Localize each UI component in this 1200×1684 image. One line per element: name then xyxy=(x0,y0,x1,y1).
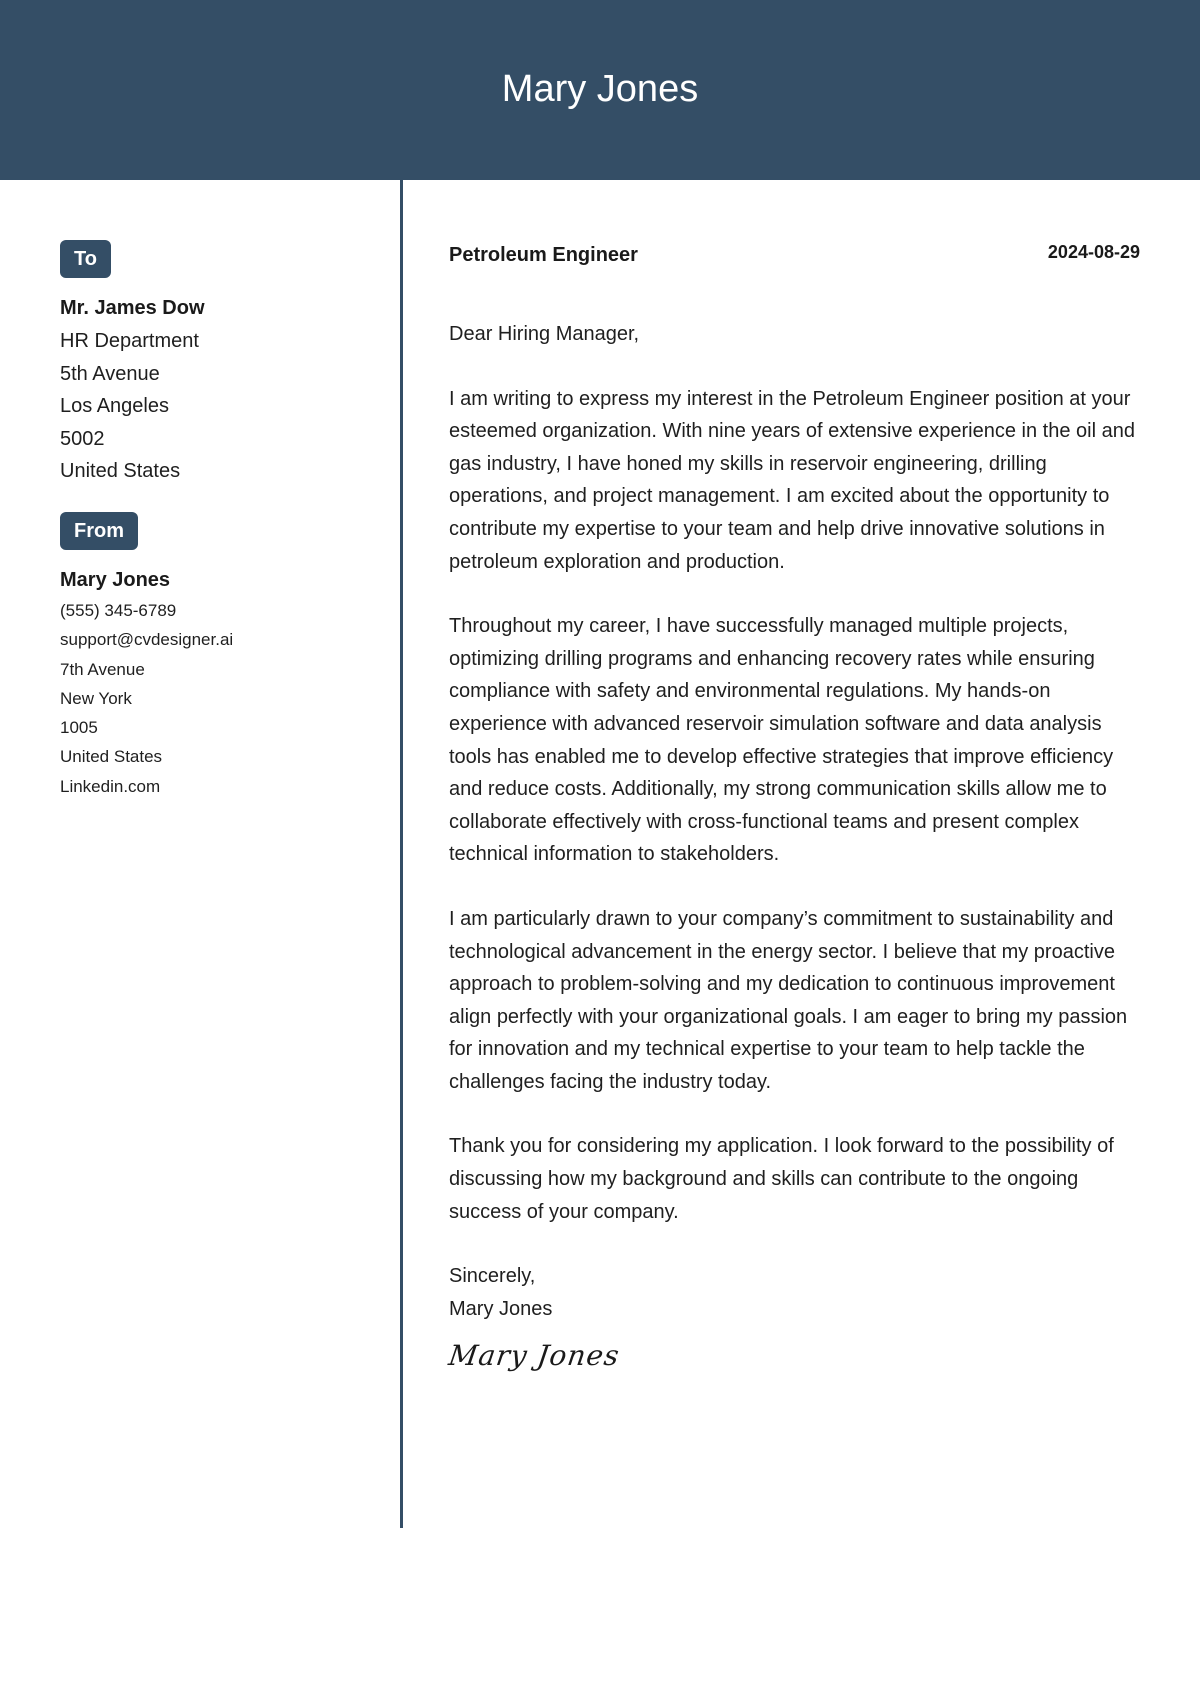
sender-street: 7th Avenue xyxy=(60,659,145,679)
recipient-block xyxy=(60,292,380,488)
letter-body xyxy=(446,240,1140,1373)
recipient-country: United States xyxy=(60,460,181,483)
sender-country: United States xyxy=(60,747,163,767)
letter-header xyxy=(449,240,1140,272)
recipient-postcode: 5002 xyxy=(60,427,105,450)
sender-linkedin: Linkedin.com xyxy=(60,776,161,796)
from-badge: From xyxy=(60,512,138,550)
paragraph-3: I am particularly drawn to your company’s commitment to sustainability and technological advancement in the energy sector. I believe that my proactive approach to problem-solving and my dedication to continuous improvement align perfectly with your organizational goals. I am eager to bring my passion for innovation and my technical expertise to your team to help tackle the challenges facing the industry today. xyxy=(449,907,1128,1093)
handwritten-signature: Mary Jones xyxy=(446,1339,622,1373)
recipient-street: 5th Avenue xyxy=(60,362,160,385)
letter-date: 2024-08-29 xyxy=(1047,242,1140,262)
paragraph-4: Thank you for considering my application. I look forward to the possibility of discussing how my background and skills can contribute to the ongoing success of your company. xyxy=(449,1135,1114,1223)
closing-block xyxy=(449,1260,1140,1325)
sender-email: support@cvdesigner.ai xyxy=(60,630,234,650)
greeting: Dear Hiring Manager, xyxy=(449,323,640,345)
sender-phone: (555) 345-6789 xyxy=(60,600,177,620)
closing-phrase: Sincerely, xyxy=(449,1265,536,1288)
column-divider xyxy=(400,180,403,1528)
recipient-city: Los Angeles xyxy=(60,395,169,418)
sender-postcode: 1005 xyxy=(60,718,98,738)
recipient-name: Mr. James Dow xyxy=(60,297,205,319)
job-title: Petroleum Engineer xyxy=(449,244,638,266)
header-banner xyxy=(0,0,1200,180)
paragraph-2: Throughout my career, I have successfully managed multiple projects, optimizing drilling programs and enhancing recovery rates while ensuring compliance with safety and environmental regulations. My hands-on experience with advanced reservoir simulation software and data analysis tools has enabled me to develop effective strategies that improve efficiency and reduce costs. Additionally, my strong communication skills allow me to collaborate effectively with cross-functional teams and present complex technical information to stakeholders. xyxy=(449,615,1114,866)
sidebar xyxy=(60,240,380,801)
sender-block xyxy=(60,564,380,801)
sender-name: Mary Jones xyxy=(60,568,171,591)
recipient-department: HR Department xyxy=(60,330,199,352)
paragraph-1: I am writing to express my interest in the Petroleum Engineer position at your esteemed organization. With nine years of extensive experience in the oil and gas industry, I have honed my skills in reservoir engineering, drilling operations, and project management. I am excited about the opportunity to contribute my expertise to your team and help drive innovative solutions in petroleum exploration and production. xyxy=(449,387,1135,573)
to-badge: To xyxy=(60,240,111,278)
closing-name: Mary Jones xyxy=(449,1297,553,1320)
sender-city: New York xyxy=(60,688,132,708)
applicant-name: Mary Jones xyxy=(501,68,699,110)
